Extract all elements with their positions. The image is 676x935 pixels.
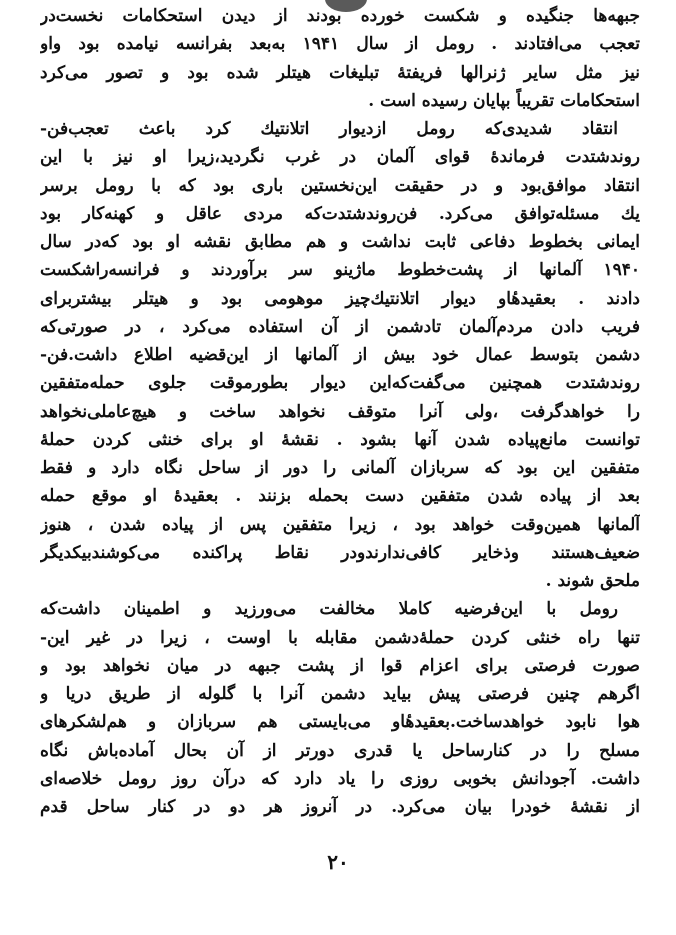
text-line: توانست مانع‌پیاده شدن آنها بشود . نقشهٔ او برای خنثی کردن حملهٔ xyxy=(40,429,640,450)
page-number: ۲۰ xyxy=(327,850,349,874)
text-line: انتقاد شدیدی‌که رومل ازدیوار اتلانتیك کرد باعث تعجب‌فن- xyxy=(40,119,618,139)
text-line: نیز مثل سایر ژنرالها فریفتهٔ تبلیغات هیتلر شده بود و تصور می‌کرد xyxy=(40,62,640,83)
text-line: ۱۹۴۰ آلمانها از پشت‌خطوط ماژینو سر برآوردند و فرانسه‌راشکست xyxy=(40,260,640,281)
text-line: مسلح را در کنارساحل یا قدری دورتر از آن بحال آماده‌باش نگاه xyxy=(40,740,640,761)
text-line: ایمانی بخطوط دفاعی ثابت نداشت و هم مطابق نقشه او بود که‌در سال xyxy=(40,232,640,252)
text-line: تنها راه خنثی کردن حملهٔ‌دشمن مقابله با اوست ، زیرا در غیر این- xyxy=(40,627,640,648)
text-line: ملحق شوند . xyxy=(545,571,640,591)
text-line: فریب دادن مردم‌آلمان تادشمن از آن استفاده می‌کرد ، در صورتی‌که xyxy=(40,316,640,337)
text-line: از نقشهٔ خودرا بیان می‌کرد. در آنروز هر دو در کنار ساحل قدم xyxy=(40,797,640,817)
body-text xyxy=(40,2,640,821)
text-line: داشت. آجودانش بخوبی روزی را یاد دارد که در‌آن روز رومل خلاصه‌ای xyxy=(40,768,640,789)
text-line: صورت فرصتی برای اعزام قوا از پشت جبهه در میان نخواهد بود و xyxy=(40,655,640,676)
text-line: تعجب می‌افتادند . رومل از سال ۱۹۴۱ به‌بعد بفرانسه نیامده بود واو xyxy=(40,34,640,55)
text-line: رومل با این‌فرضیه کاملا مخالفت می‌ورزید و اطمینان داشت‌که xyxy=(40,599,618,620)
text-line: متفقین این بود که سربازان آلمانی را دور از ساحل نگاه دارد و فقط xyxy=(40,458,640,478)
text-line: دادند . بعقیدهٔاو دیوار اتلانتیك‌چیز موهومی بود و هیتلر بیشتربرای xyxy=(40,288,640,309)
text-line: بعد از پیاده شدن متفقین دست بحمله بزنند . بعقیدهٔ او موقع حمله xyxy=(40,486,640,507)
text-line: هوا نابود خواهدساخت.بعقیدهٔاو می‌بایستی هم سربازان و هم‌لشکرهای xyxy=(40,712,640,733)
text-line: انتقاد موافق‌بود و در حقیقت این‌نخستین باری بود که با رومل برسر xyxy=(40,175,640,196)
text-line: ضعیف‌هستند وذخایر کافی‌ندارندودر نقاط پراکنده می‌کوشندبیکدیگر xyxy=(40,542,640,563)
text-line: روندشتدت فرماندهٔ قوای آلمان در غرب نگردید،زیرا او نیز با این xyxy=(40,147,640,168)
text-line: را خواهدگرفت ،ولی آنرا متوقف نخواهد ساخت و هیچ‌عاملی‌نخواهد xyxy=(40,401,640,422)
text-line: روندشتدت همچنین می‌گفت‌که‌این دیوار بطورموقت جلوی حمله‌متفقین xyxy=(40,373,640,394)
text-line: دشمن بتوسط عمال خود بیش از آلمانها از این‌قضیه اطلاع داشت.فن- xyxy=(40,345,640,365)
text-line: جبهه‌ها جنگیده و شکست خورده بودند از دیدن استحکامات نخست‌در xyxy=(40,6,640,26)
text-line: اگرهم چنین فرصتی پیش بیاید دشمن آنرا با گلوله از طریق دریا و xyxy=(40,684,640,704)
text-line: یك مسئله‌توافق می‌کرد. فن‌روندشتدت‌که مردی عاقل و کهنه‌کار بود xyxy=(40,203,640,224)
text-line: استحکامات تقریباً بپایان رسیده است . xyxy=(368,90,640,111)
text-line: آلمانها همین‌وقت خواهد بود ، زیرا متفقین پس از پیاده شدن ، هنوز xyxy=(40,514,640,535)
